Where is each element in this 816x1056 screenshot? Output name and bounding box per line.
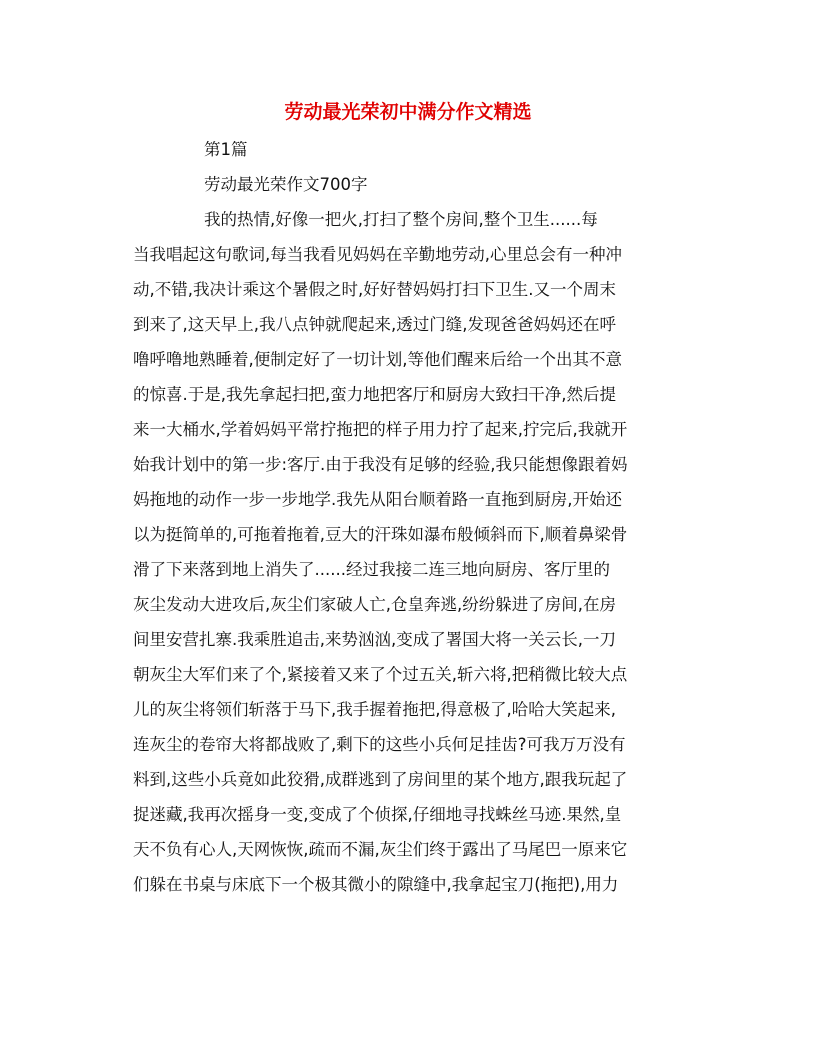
body-line: 们躲在书桌与床底下一个极其微小的隙缝中,我拿起宝刀(拖把),用力 <box>133 875 619 894</box>
body-line: 来一大桶水,学着妈妈平常拧拖把的样子用力拧了起来,拧完后,我就开 <box>133 420 628 439</box>
body-line: 噜呼噜地熟睡着,便制定好了一切计划,等他们醒来后给一个出其不意 <box>133 350 622 369</box>
body-line: 料到,这些小兵竟如此狡猾,成群逃到了房间里的某个地方,跟我玩起了 <box>133 770 628 789</box>
body-line: 连灰尘的卷帘大将都战败了,剩下的这些小兵何足挂齿?可我万万没有 <box>133 735 626 754</box>
section-label: 第1篇 <box>204 140 248 159</box>
essay-title: 劳动最光荣作文700字 <box>204 175 368 194</box>
body-line: 当我唱起这句歌词,每当我看见妈妈在辛勤地劳动,心里总会有一种冲 <box>133 245 622 264</box>
document-title: 劳动最光荣初中满分作文精选 <box>284 101 532 123</box>
body-line: 朝灰尘大军们来了个,紧接着又来了个过五关,斩六将,把稍微比较大点 <box>133 665 628 684</box>
body-line: 妈拖地的动作一步一步地学.我先从阳台顺着路一直拖到厨房,开始还 <box>133 490 622 509</box>
body-line: 滑了下来落到地上消失了......经过我接二连三地向厨房、客厅里的 <box>133 560 610 579</box>
body-line: 儿的灰尘将领们斩落于马下,我手握着拖把,得意极了,哈哈大笑起来, <box>133 700 616 719</box>
body-line: 以为挺简单的,可拖着拖着,豆大的汗珠如瀑布般倾斜而下,顺着鼻梁骨 <box>133 525 628 544</box>
body-line: 灰尘发动大进攻后,灰尘们家破人亡,仓皇奔逃,纷纷躲进了房间,在房 <box>133 595 616 614</box>
body-line: 到来了,这天早上,我八点钟就爬起来,透过门缝,发现爸爸妈妈还在呼 <box>133 315 616 334</box>
body-line: 天不负有心人,天网恢恢,疏而不漏,灰尘们终于露出了马尾巴一原来它 <box>133 840 628 859</box>
body-line: 始我计划中的第一步:客厅.由于我没有足够的经验,我只能想像跟着妈 <box>133 455 628 474</box>
body-line: 的惊喜.于是,我先拿起扫把,蛮力地把客厅和厨房大致扫干净,然后提 <box>133 385 616 404</box>
body-line: 间里安营扎寨.我乘胜追击,来势汹汹,变成了署国大将一关云长,一刀 <box>133 630 616 649</box>
essay-body <box>133 202 683 902</box>
body-line: 我的热情,好像一把火,打扫了整个房间,整个卫生......每 <box>204 210 598 229</box>
body-line: 动,不错,我决计乘这个暑假之时,好好替妈妈打扫下卫生.又一个周末 <box>133 280 616 299</box>
body-line: 捉迷藏,我再次摇身一变,变成了个侦探,仔细地寻找蛛丝马迹.果然,皇 <box>133 805 622 824</box>
document-content <box>133 94 683 902</box>
